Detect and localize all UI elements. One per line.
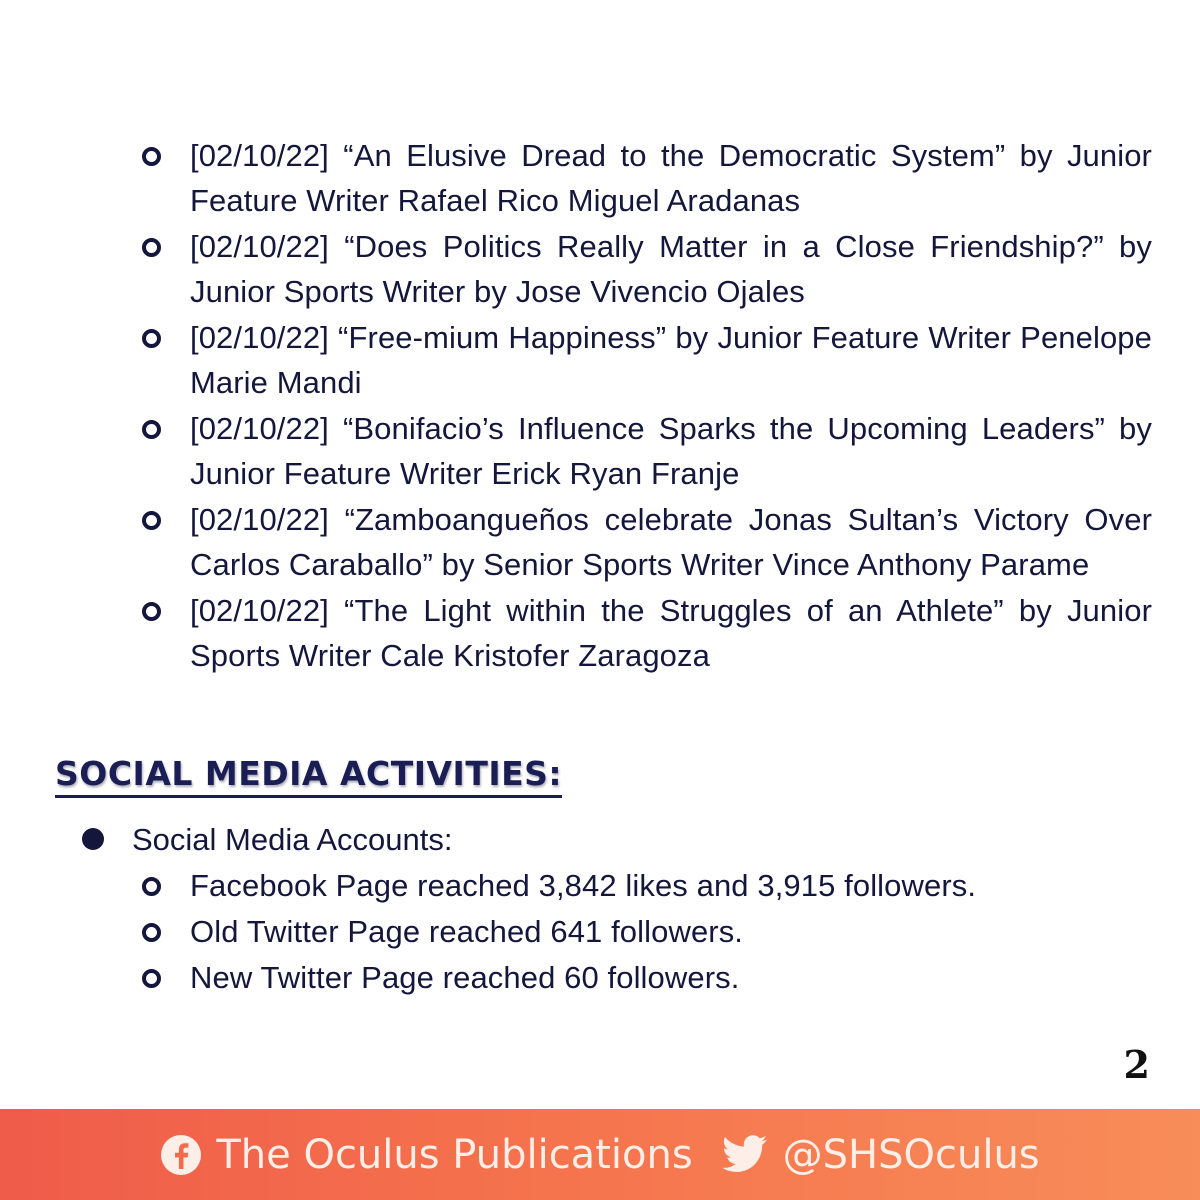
article-text: [02/10/22] “Bonifacio’s Influence Sparks the Upcoming Leaders” by Junior Feature Writer Erick Ryan Franje [190, 411, 1152, 491]
article-text: [02/10/22] “Zamboangueños celebrate Jonas Sultan’s Victory Over Carlos Caraballo” by Senior Sports Writer Vince Anthony Parame [190, 502, 1152, 582]
facebook-page-name: The Oculus Publications [216, 1131, 693, 1178]
article-list-item [142, 588, 1152, 678]
article-list-item [142, 497, 1152, 587]
hollow-bullet-icon [142, 238, 161, 257]
article-list-item [142, 315, 1152, 405]
footer-banner [0, 1109, 1200, 1200]
twitter-handle: @SHSOculus [782, 1131, 1040, 1178]
accounts-list [142, 863, 1152, 1000]
account-text: New Twitter Page reached 60 followers. [190, 960, 740, 995]
accounts-heading [82, 817, 1152, 862]
hollow-bullet-icon [142, 329, 161, 348]
hollow-bullet-icon [142, 147, 161, 166]
article-text: [02/10/22] “Does Politics Really Matter in a Close Friendship?” by Junior Sports Writer by Jose Vivencio Ojales [190, 229, 1152, 309]
account-text: Facebook Page reached 3,842 likes and 3,915 followers. [190, 868, 977, 903]
social-media-accounts [82, 817, 1152, 1001]
article-list-item [142, 406, 1152, 496]
accounts-label: Social Media Accounts: [132, 822, 453, 857]
hollow-bullet-icon [142, 923, 161, 942]
article-list-item [142, 133, 1152, 223]
article-list [142, 133, 1152, 679]
section-heading-social-media: SOCIAL MEDIA ACTIVITIES: [55, 754, 562, 798]
footer-content [160, 1131, 1039, 1179]
hollow-bullet-icon [142, 969, 161, 988]
account-text: Old Twitter Page reached 641 followers. [190, 914, 744, 949]
twitter-bird-icon [719, 1134, 769, 1176]
article-text: [02/10/22] “An Elusive Dread to the Democratic System” by Junior Feature Writer Rafael Rico Miguel Aradanas [190, 138, 1152, 218]
account-list-item [142, 955, 1152, 1000]
article-text: [02/10/22] “Free-mium Happiness” by Junior Feature Writer Penelope Marie Mandi [190, 320, 1152, 400]
hollow-bullet-icon [142, 420, 161, 439]
solid-bullet-icon [82, 828, 104, 850]
hollow-bullet-icon [142, 511, 161, 530]
account-list-item [142, 863, 1152, 908]
article-text: [02/10/22] “The Light within the Struggles of an Athlete” by Junior Sports Writer Cale Kristofer Zaragoza [190, 593, 1152, 673]
hollow-bullet-icon [142, 602, 161, 621]
account-list-item [142, 909, 1152, 954]
article-list-item [142, 224, 1152, 314]
facebook-icon [160, 1134, 202, 1176]
page-number: 2 [1123, 1042, 1150, 1087]
hollow-bullet-icon [142, 877, 161, 896]
